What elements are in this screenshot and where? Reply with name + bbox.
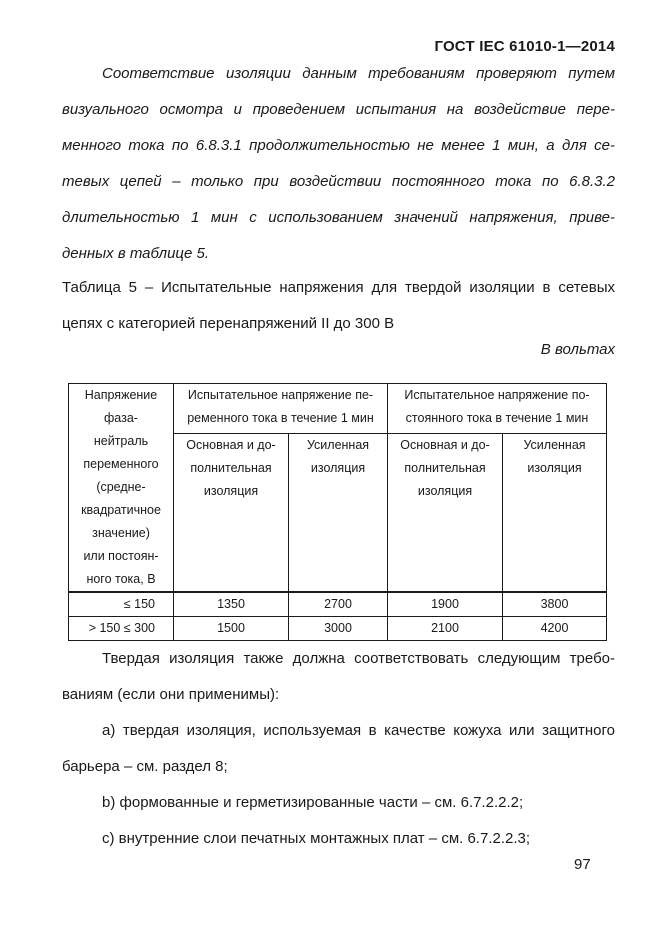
group-header-line: ременного тока в течение 1 мин xyxy=(187,411,374,425)
list-item-line: а) твердая изоляция, используемая в качестве кожуха или защитного xyxy=(102,722,615,739)
subheader-dc-reinforced xyxy=(503,434,607,593)
stub-header-line: квадратичное xyxy=(81,503,161,517)
intro-line: денных в таблице 5. xyxy=(62,245,210,262)
subheader-dc-basic xyxy=(388,434,503,593)
compliance-paragraph xyxy=(62,56,615,272)
group-header-dc xyxy=(388,384,607,434)
table-row xyxy=(69,592,607,617)
stub-header-line: ного тока, В xyxy=(86,572,156,586)
ac-basic-cell: 1350 xyxy=(174,592,289,617)
intro-line: визуального осмотра и проведением испытания на воздействие пере- xyxy=(62,101,615,118)
dc-reinforced-cell: 3800 xyxy=(503,592,607,617)
table-caption xyxy=(62,270,615,342)
subheader-line: полнительная xyxy=(190,461,272,475)
subheader-line: Основная и до- xyxy=(186,438,276,452)
stub-header-line: переменного xyxy=(83,457,159,471)
intro-line: тевых цепей – только при воздействии постоянного тока по 6.8.3.2 xyxy=(62,173,615,190)
subheader-ac-basic xyxy=(174,434,289,593)
group-header-ac xyxy=(174,384,388,434)
list-item-line: барьера – см. раздел 8; xyxy=(62,758,228,775)
paragraph-line: Твердая изоляция также должна соответствовать следующим требо- xyxy=(102,650,615,667)
group-header-line: Испытательное напряжение пе- xyxy=(187,388,374,402)
ac-reinforced-cell: 3000 xyxy=(289,617,388,641)
caption-line: Таблица 5 – Испытательные напряжения для твердой изоляции в сетевых xyxy=(62,279,615,296)
stub-header-line: (средне- xyxy=(96,480,146,494)
dc-reinforced-cell: 4200 xyxy=(503,617,607,641)
voltage-cell: > 150 ≤ 300 xyxy=(69,617,174,641)
stub-header-line: фаза- xyxy=(104,411,138,425)
group-header-line: Испытательное напряжение по- xyxy=(404,388,590,402)
list-item-c: c) внутренние слои печатных монтажных плат – см. 6.7.2.2.3; xyxy=(102,830,531,847)
ac-reinforced-cell: 2700 xyxy=(289,592,388,617)
page-number: 97 xyxy=(574,856,591,873)
subheader-line: Усиленная xyxy=(523,438,586,452)
subheader-line: изоляция xyxy=(527,461,582,475)
subheader-line: изоляция xyxy=(203,484,259,498)
solid-insulation-paragraph xyxy=(62,641,615,713)
subheader-line: полнительная xyxy=(404,461,486,475)
subheader-line: изоляция xyxy=(417,484,473,498)
subheader-line: изоляция xyxy=(310,461,366,475)
dc-basic-cell: 2100 xyxy=(388,617,503,641)
list-item-b: b) формованные и герметизированные части – см. 6.7.2.2.2; xyxy=(102,794,524,811)
group-header-line: стоянного тока в течение 1 мин xyxy=(405,411,589,425)
subheader-ac-reinforced xyxy=(289,434,388,593)
stub-header xyxy=(69,384,174,593)
stub-header-line: нейтраль xyxy=(93,434,149,448)
subheader-line: Усиленная xyxy=(306,438,370,452)
subheader-line: Основная и до- xyxy=(400,438,490,452)
stub-header-line: значение) xyxy=(92,526,150,540)
caption-line: цепях с категорией перенапряжений II до 300 В xyxy=(62,315,395,332)
table-row xyxy=(69,617,607,641)
stub-header-line: Напряжение xyxy=(84,388,158,402)
stub-header-line: или постоян- xyxy=(83,549,159,563)
ac-basic-cell: 1500 xyxy=(174,617,289,641)
intro-line: Соответствие изоляции данным требованиям проверяют путем xyxy=(102,65,615,82)
document-header: ГОСТ IEC 61010-1—2014 xyxy=(434,38,615,55)
intro-line: длительностью 1 мин с использованием значений напряжения, приве- xyxy=(62,209,615,226)
list-item-a xyxy=(62,713,615,785)
units-note: В вольтах xyxy=(540,341,615,358)
dc-basic-cell: 1900 xyxy=(388,592,503,617)
test-voltage-table xyxy=(68,383,607,641)
intro-line: менного тока по 6.8.3.1 продолжительностью не менее 1 мин, а для се- xyxy=(62,137,615,154)
paragraph-line: ваниям (если они применимы): xyxy=(62,686,280,703)
voltage-cell: ≤ 150 xyxy=(69,592,174,617)
